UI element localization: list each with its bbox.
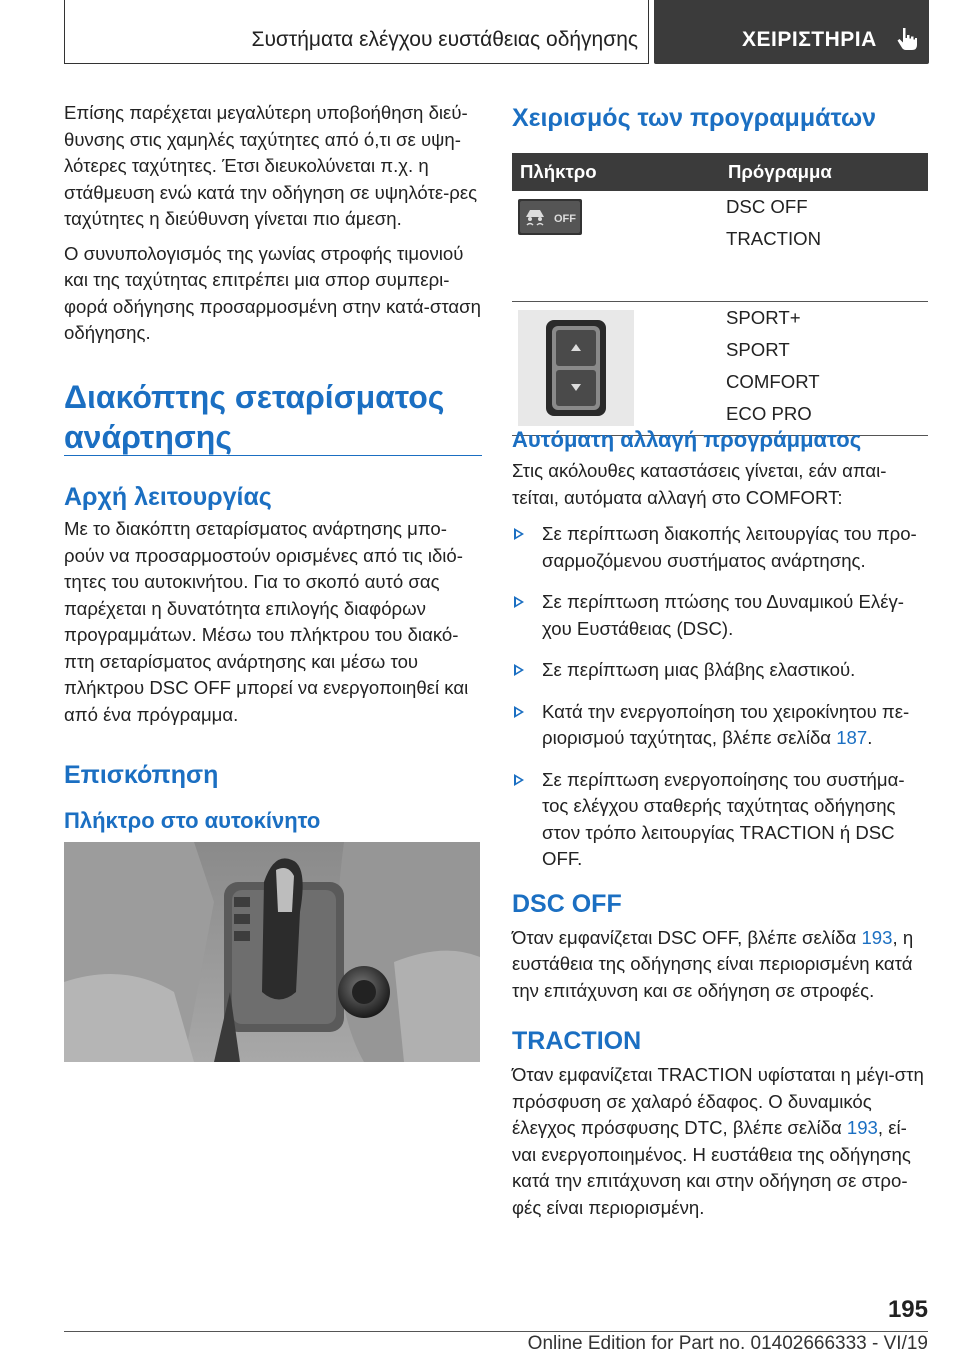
page-link-193-traction[interactable]: 193 [846,1117,878,1138]
left-column-lower [64,482,482,835]
program-comfort: COMFORT [726,370,820,392]
traction-paragraph: Όταν εμφανίζεται TRACTION υφίσταται η μέγι‐στη πρόσφυση σε χαλαρό έδαφος. Ο δυναμικός έλεγχος πρόσφυσης DTC, βλέπε σελίδα 193, εί‐ναι ενεργοποιημένος. Η ευστάθεια της οδήγησης κατά την επιτάχυνση και στην οδήγηση σε στρο‐φές είναι περιορισμένη. [512,1064,924,1218]
programs-table [512,153,928,436]
list-item: Κατά την ενεργοποίηση του χειροκίνητου πε‐ριορισμού ταχύτητας, βλέπε σελίδα 187. [512,699,928,752]
column-header-program: Πρόγραμμα [720,153,928,191]
principle-paragraph: Με το διακόπτη σεταρίσματος ανάρτησης μπο‐ρούν να προσαρμοστούν ορισμένες από τις ιδιό‐τητες του αυτοκινήτου. Για το σκοπό αυτό σας παρέχεται η δυνατότητα επιλογής διαφόρων προγραμμάτων. Μέσω του πλήκτρου του διακό‐πτη σεταρίσματος ανάρτησης και μέσω του πλήκτρου DSC OFF μπορεί να ενεργοποιηθεί και από ένα πρόγραμμα. [64,518,469,725]
intro-paragraph-2: Ο συνυπολογισμός της γωνίας στροφής τιμονιού και της ταχύτητας επιτρέπει μια σπορ συμπερι‐φορά οδήγησης προσαρμοσμένη στην κατά‐σταση οδήγησης. [64,242,481,343]
auto-change-list [512,521,928,873]
section-heading-line2: ανάρτησης [64,418,232,455]
principle-heading: Αρχή λειτουργίας [64,483,272,511]
overview-heading: Επισκόπηση [64,761,219,789]
program-dsc-off: DSC OFF [726,196,808,217]
triangle-bullet-icon [514,664,524,676]
programs-heading: Χειρισμός των προγραμμάτων [512,104,877,132]
left-column [64,100,482,457]
triangle-bullet-icon [514,596,524,608]
hand-pointer-icon [894,26,920,52]
dsc-off-paragraph: Όταν εμφανίζεται DSC OFF, βλέπε σελίδα 193, η ευστάθεια της οδήγησης είναι περιορισμένη κατά την επιτάχυνση και σε οδήγηση σε στροφές. [512,926,914,1001]
program-eco-pro: ECO PRO [726,402,812,424]
page-link-193[interactable]: 193 [861,926,893,948]
right-column-lower [512,426,928,1221]
page-link-187[interactable]: 187 [836,727,868,748]
dsc-off-icon [518,199,582,235]
page-number: 195 [887,1296,928,1323]
section-title: Συστήματα ελέγχου ευστάθειας οδήγησης [251,28,638,51]
edition-footer: Online Edition for Part no. 01402666333 - VI/19 [527,1333,928,1354]
table-row [512,301,928,435]
button-in-car-heading: Πλήκτρο στο αυτοκίνητο [64,808,321,833]
list-item: Σε περίπτωση ενεργοποίησης του συστήμα‐τος ελέγχου σταθερής ταχύτητας οδήγησης στον τρόπο λειτουργίας TRACTION ή DSC OFF. [512,767,928,873]
triangle-bullet-icon [514,706,524,718]
heading-rule [64,455,482,456]
dsc-off-heading: DSC OFF [512,889,622,918]
triangle-bullet-icon [514,774,524,786]
intro-paragraph-1: Επίσης παρέχεται μεγαλύτερη υποβοήθηση διεύ‐θυνσης στις χαμηλές ταχύτητες από ό,τι σε υψη‐λότερες ταχύτητες. Έτσι διευκολύνεται π.χ. η στάθμευση ενώ κατά την οδήγηση σε υψηλότε‐ρες ταχύτητες η διεύθυνση γίνεται πιο άμεση. [64,102,478,229]
section-heading-line1: Διακόπτης σεταρίσματος [64,378,445,415]
program-sport-plus: SPORT+ [726,306,801,328]
list-item: Σε περίπτωση διακοπής λειτουργίας του προ‐σαρμοζόμενου συστήματος ανάρτησης. [512,521,928,574]
auto-change-heading: Αυτόματη αλλαγή προγράμματος [512,427,862,452]
column-header-button: Πλήκτρο [512,153,720,191]
chapter-tab-label: ΧΕΙΡΙΣΤΗΡΙΑ [742,28,877,51]
traction-heading: TRACTION [512,1027,642,1055]
drive-mode-switch-icon [518,310,634,426]
footer-rule [64,1331,928,1332]
list-item: Σε περίπτωση πτώσης του Δυναμικού Ελέγ‐χου Ευστάθειας (DSC). [512,589,928,642]
program-sport: SPORT [726,338,790,360]
dsc-off-icon-label: OFF [554,213,576,225]
list-item: Σε περίπτωση μιας βλάβης ελαστικού. [512,657,928,684]
table-row [512,191,928,301]
program-traction: TRACTION [726,228,822,249]
center-console-photo [64,842,480,1062]
triangle-bullet-icon [514,528,524,540]
auto-change-paragraph: Στις ακόλουθες καταστάσεις γίνεται, εάν απαι‐τείται, αυτόματα αλλαγή στο COMFORT: [512,460,887,508]
